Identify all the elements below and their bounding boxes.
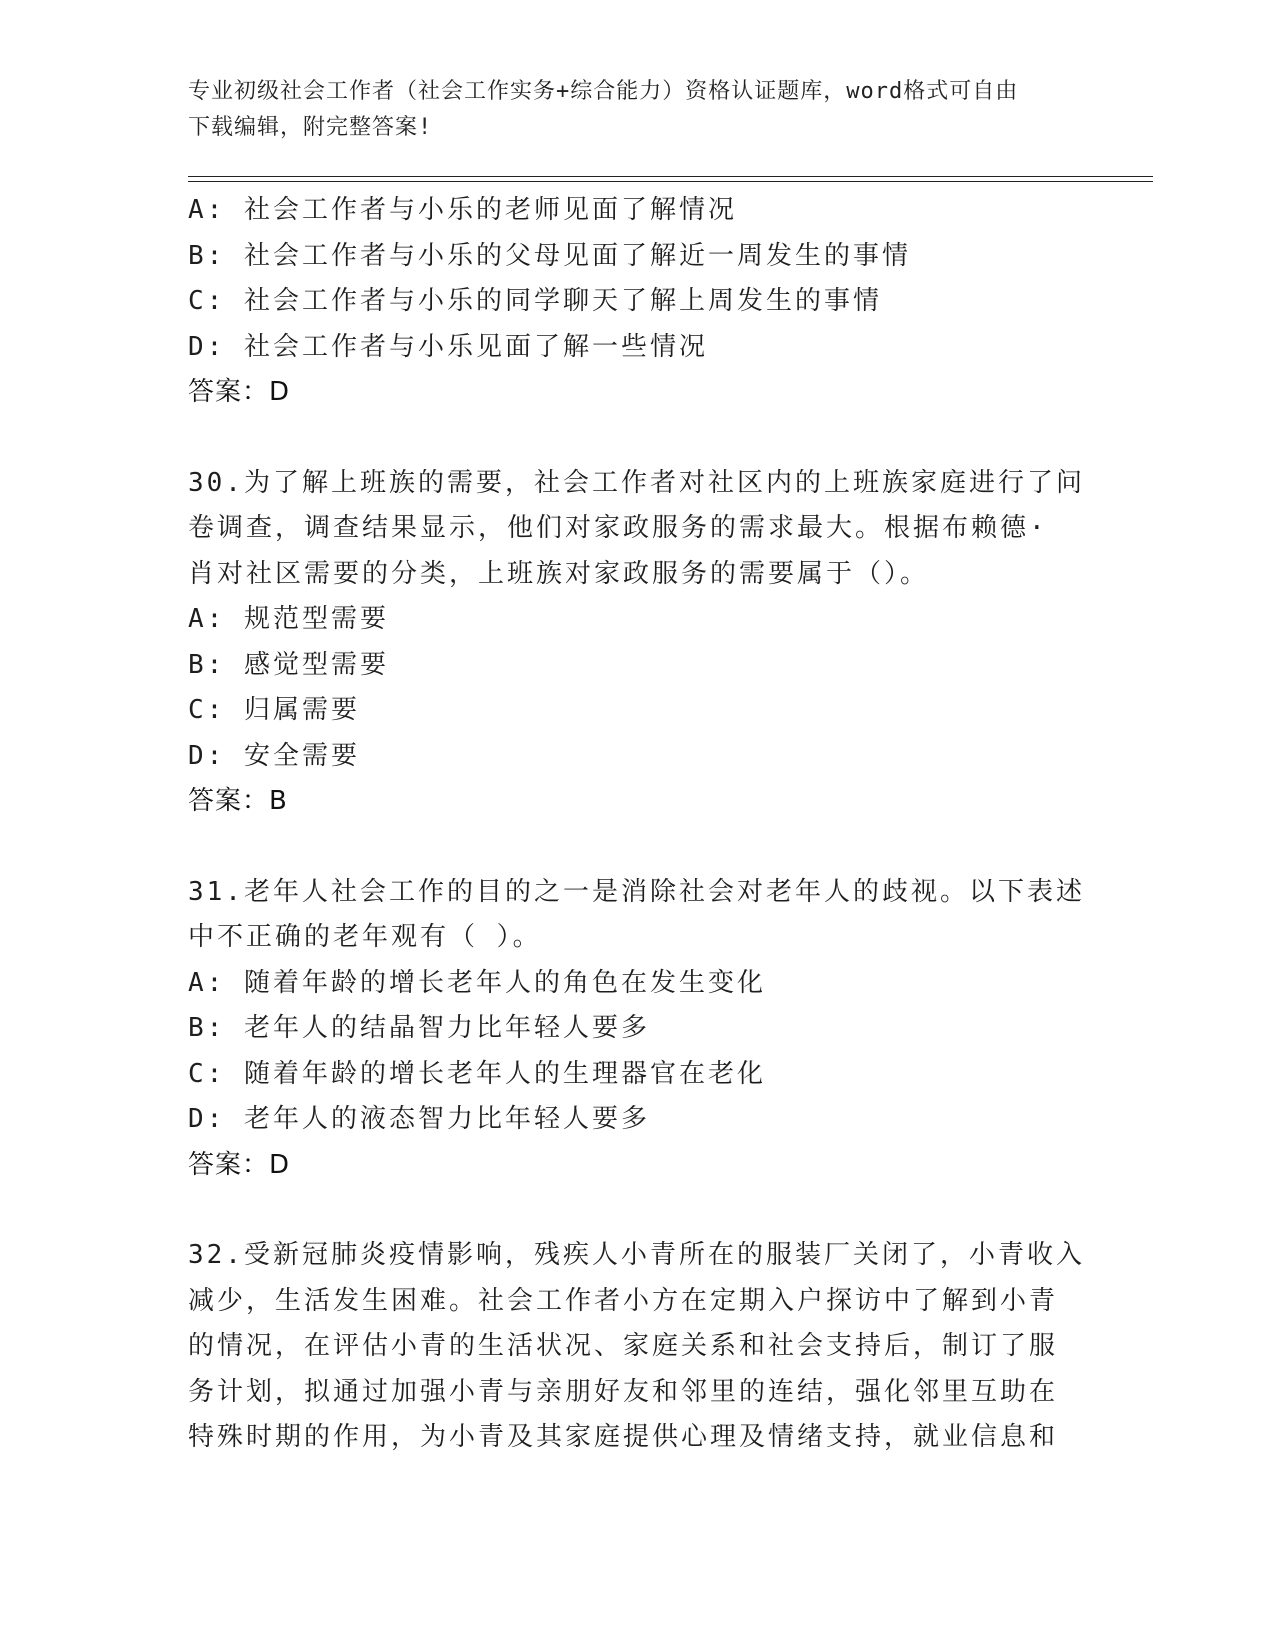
answer-label: 答案：B xyxy=(188,786,288,816)
question-stem-line: 31.老年人社会工作的目的之一是消除社会对老年人的歧视。以下表述 xyxy=(188,876,1085,907)
option-a: A: 随着年龄的增长老年人的角色在发生变化 xyxy=(188,967,766,998)
question-29 xyxy=(188,188,1088,416)
option-d: D: 社会工作者与小乐见面了解一些情况 xyxy=(188,331,708,362)
question-32 xyxy=(188,1233,1088,1461)
answer-label: 答案：D xyxy=(188,1149,291,1180)
question-stem-line: 30.为了解上班族的需要，社会工作者对社区内的上班族家庭进行了问 xyxy=(188,467,1085,498)
question-stem-line: 的情况，在评估小青的生活状况、家庭关系和社会支持后，制订了服 xyxy=(188,1331,1059,1361)
answer-label: 答案：D xyxy=(188,377,291,407)
question-content xyxy=(188,188,1088,1461)
question-stem-line: 减少，生活发生困难。社会工作者小方在定期入户探访中了解到小青 xyxy=(188,1285,1059,1316)
header-title-line-1: 专业初级社会工作者（社会工作实务+综合能力）资格认证题库，word格式可自由 xyxy=(188,79,1019,104)
document-header xyxy=(188,74,1088,146)
header-title-line-2: 下载编辑，附完整答案! xyxy=(188,115,433,140)
option-b: B: 社会工作者与小乐的父母见面了解近一周发生的事情 xyxy=(188,240,911,271)
question-stem-line: 务计划，拟通过加强小青与亲朋好友和邻里的连结，强化邻里互助在 xyxy=(188,1376,1059,1407)
question-31 xyxy=(188,870,1088,1189)
option-d: D: 老年人的液态智力比年轻人要多 xyxy=(188,1104,650,1134)
question-30 xyxy=(188,461,1088,825)
option-c: C: 社会工作者与小乐的同学聊天了解上周发生的事情 xyxy=(188,286,882,316)
header-rule-top xyxy=(188,176,1153,177)
question-stem-line: 中不正确的老年观有（ ）。 xyxy=(188,922,542,952)
spacer xyxy=(188,825,1088,870)
spacer xyxy=(188,1188,1088,1233)
question-stem-line: 32.受新冠肺炎疫情影响，残疾人小青所在的服装厂关闭了，小青收入 xyxy=(188,1240,1085,1270)
option-c: C: 随着年龄的增长老年人的生理器官在老化 xyxy=(188,1058,766,1089)
option-d: D: 安全需要 xyxy=(188,740,360,771)
option-b: B: 老年人的结晶智力比年轻人要多 xyxy=(188,1013,650,1043)
option-a: A: 社会工作者与小乐的老师见面了解情况 xyxy=(188,195,737,225)
option-a: A: 规范型需要 xyxy=(188,604,389,634)
question-stem-line: 卷调查，调查结果显示，他们对家政服务的需求最大。根据布赖德· xyxy=(188,513,1048,543)
option-c: C: 归属需要 xyxy=(188,695,360,725)
option-b: B: 感觉型需要 xyxy=(188,649,389,680)
spacer xyxy=(188,416,1088,461)
question-stem-line: 肖对社区需要的分类，上班族对家政服务的需要属于（）。 xyxy=(188,558,930,589)
header-rule-bottom xyxy=(188,181,1153,182)
question-stem-line: 特殊时期的作用，为小青及其家庭提供心理及情绪支持，就业信息和 xyxy=(188,1422,1059,1452)
